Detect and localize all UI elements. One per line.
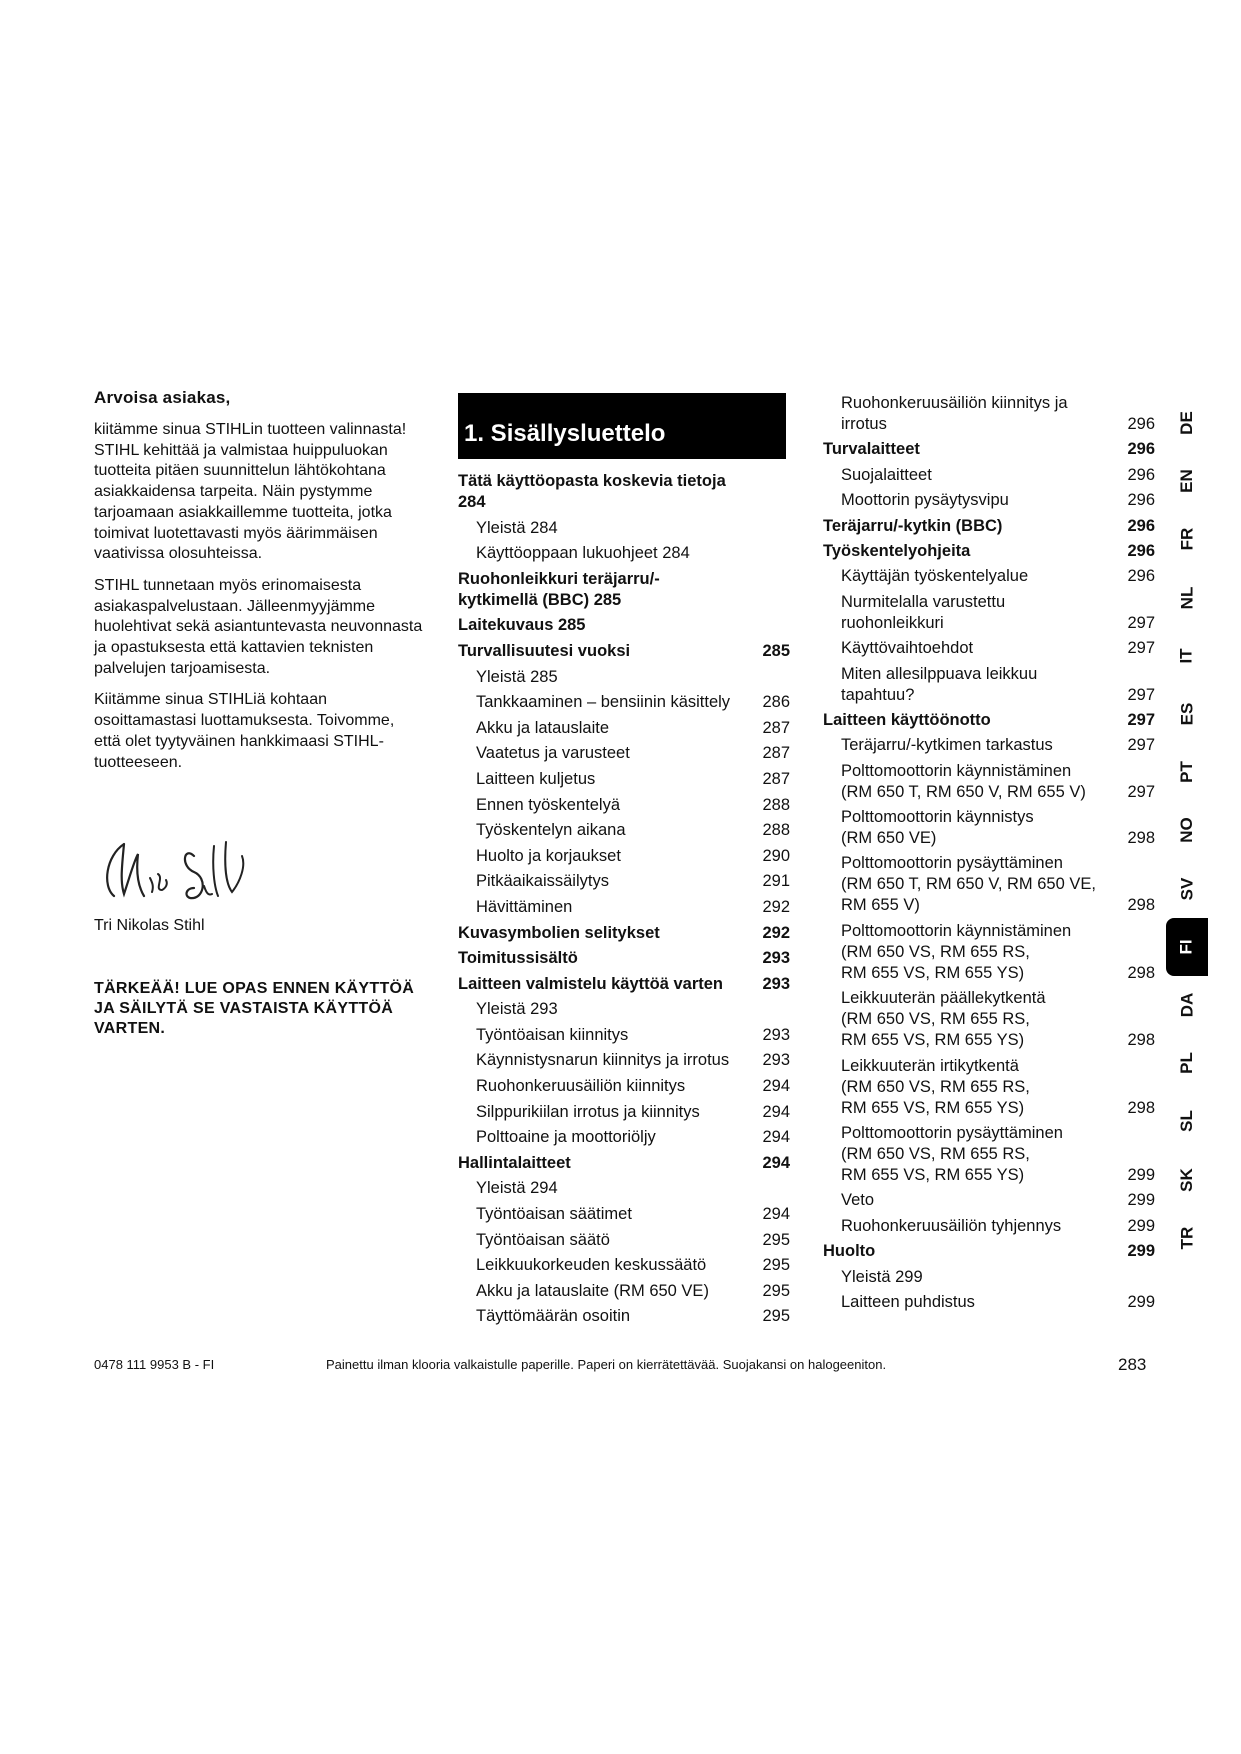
toc-entry-page: 294 xyxy=(762,1205,790,1224)
toc-entry xyxy=(458,1230,790,1251)
toc-entry-title: Polttoaine ja moottoriöljy xyxy=(476,1128,656,1147)
language-tab-label: NL xyxy=(1176,586,1196,609)
toc-entry-page: 294 xyxy=(762,1102,790,1121)
toc-entry xyxy=(458,569,790,611)
toc-entry-title: Hallintalaitteet xyxy=(458,1153,571,1172)
toc-entry-title: Pitkäaikaissäilytys xyxy=(476,872,609,891)
toc-entry xyxy=(458,1178,790,1199)
signer-name: Tri Nikolas Stihl xyxy=(94,917,205,935)
toc-entry xyxy=(458,999,790,1020)
toc-entry-page: 294 xyxy=(762,1153,790,1172)
toc-entry-title: Tankkaaminen – bensiinin käsittely xyxy=(476,693,731,712)
toc-entry-title: Miten allesilppuava leikkuu tapahtuu? xyxy=(841,664,1038,704)
toc-entry xyxy=(823,1123,1155,1186)
language-tab-it[interactable] xyxy=(1166,627,1208,685)
language-tab-fr[interactable] xyxy=(1166,510,1208,568)
toc-entry xyxy=(458,871,790,892)
toc-entry-title: Yleistä 284 xyxy=(476,518,558,537)
toc-entry-title: Yleistä 293 xyxy=(476,1000,558,1019)
toc-entry-page: 298 xyxy=(1127,1031,1155,1050)
toc-entry-title: Turvalaitteet xyxy=(823,440,920,459)
toc-entry xyxy=(458,820,790,841)
toc-entry xyxy=(458,667,790,688)
language-tab-es[interactable] xyxy=(1166,685,1208,743)
toc-entry xyxy=(458,795,790,816)
toc-entry xyxy=(458,1281,790,1302)
language-tab-fi[interactable] xyxy=(1166,918,1208,976)
toc-entry-title: Yleistä 299 xyxy=(841,1267,923,1286)
toc-entry xyxy=(823,921,1155,984)
toc-entry-page: 286 xyxy=(762,693,790,712)
toc-entry xyxy=(458,518,790,539)
language-tab-sv[interactable] xyxy=(1166,860,1208,918)
toc-entry-page: 296 xyxy=(1127,440,1155,459)
toc-entry-title: Ruohonkeruusäiliön tyhjennys xyxy=(841,1216,1062,1235)
language-tab-label: PL xyxy=(1176,1052,1196,1075)
letter xyxy=(94,388,424,1039)
letter-paragraph: STIHL tunnetaan myös erinomaisesta asiakaspalvelustaan. Jälleenmyyjämme huolehtivat sekä asiantuntevasta neuvonnasta ja opastuksesta että kattavien teknisten palvelujen tarjoamisesta. xyxy=(94,576,423,677)
toc-entry xyxy=(823,1216,1155,1237)
toc-entry-page: 298 xyxy=(1127,1098,1155,1117)
toc-entry-page: 296 xyxy=(1127,567,1155,586)
toc-entry-title: Veto xyxy=(841,1191,875,1210)
toc-entry xyxy=(458,1127,790,1148)
toc-entry xyxy=(823,465,1155,486)
toc-entry xyxy=(458,846,790,867)
toc-entry xyxy=(823,1190,1155,1211)
toc-entry-page: 292 xyxy=(762,923,790,942)
toc-entry xyxy=(823,664,1155,706)
toc-entry-title: Käynnistysnarun kiinnitys ja irrotus xyxy=(476,1051,730,1070)
toc-entry xyxy=(823,735,1155,756)
toc-entry xyxy=(458,692,790,713)
toc-entry-page: 298 xyxy=(1127,896,1155,915)
toc-entry-title: Silppurikiilan irrotus ja kiinnitys xyxy=(476,1102,700,1121)
toc-entry xyxy=(458,948,790,969)
toc-entry xyxy=(458,543,790,564)
toc-entry-page: 293 xyxy=(762,949,790,968)
toc-entry-page: 297 xyxy=(1127,782,1155,801)
toc-entry-title: Työskentelyohjeita xyxy=(823,541,971,560)
toc-entry-page: 295 xyxy=(762,1281,790,1300)
toc-entry-title: Täyttömäärän osoitin xyxy=(476,1307,631,1326)
language-tab-label: EN xyxy=(1177,469,1196,494)
language-tab-label: IT xyxy=(1176,648,1196,664)
toc-entry-title: Huolto xyxy=(823,1242,876,1261)
toc-column-1 xyxy=(458,471,790,1332)
toc-entry-title: Käyttäjän työskentelyalue xyxy=(841,567,1029,586)
toc-entry xyxy=(823,592,1155,634)
toc-entry-title: Leikkuukorkeuden keskussäätö xyxy=(476,1256,707,1275)
toc-entry xyxy=(823,1056,1155,1119)
language-tab-sk[interactable] xyxy=(1166,1150,1208,1208)
toc-entry-page: 299 xyxy=(1127,1242,1155,1261)
toc-entry xyxy=(823,566,1155,587)
toc-entry-title: Polttomoottorin käynnistäminen (RM 650 T, RM 650 V, RM 655 V) xyxy=(841,761,1086,801)
toc-entry xyxy=(458,641,790,662)
toc-entry-title: Työntöaisan kiinnitys xyxy=(476,1025,629,1044)
toc-entry-title: Laitteen puhdistus xyxy=(841,1292,975,1311)
toc-entry xyxy=(458,1306,790,1327)
toc-entry-title: Laitteen valmistelu käyttöä varten xyxy=(458,974,724,993)
toc-entry-title: Käyttöoppaan lukuohjeet 284 xyxy=(476,544,690,563)
toc-entry-page: 295 xyxy=(762,1307,790,1326)
toc-entry-page: 296 xyxy=(1127,541,1155,560)
toc-entry xyxy=(458,615,790,636)
toc-entry-title: Työntöaisan säätö xyxy=(476,1230,610,1249)
toc-entry xyxy=(458,1050,790,1071)
letter-paragraph: kiitämme sinua STIHLin tuotteen valinnasta! STIHL kehittää ja valmistaa huippuluokan tuotteita pitäen suunnittelun lähtökohtana asiakkaidensa tarpeita. Näin pystymme tarjoamaan asiakkaillemme tuotteita, jotka toimivat luotettavasti myös äärimmäisen vaativissa olosuhteissa. xyxy=(94,421,407,563)
toc-entry xyxy=(458,1153,790,1174)
toc-entry-title: Polttomoottorin käynnistys (RM 650 VE) xyxy=(841,808,1034,848)
toc-entry-page: 293 xyxy=(762,1051,790,1070)
toc-entry-page: 285 xyxy=(762,641,790,660)
toc-entry xyxy=(823,490,1155,511)
language-tab-label: FI xyxy=(1176,939,1196,955)
toc-entry-title: Moottorin pysäytysvipu xyxy=(841,491,1009,510)
toc-entry-title: Polttomoottorin pysäyttäminen (RM 650 T, RM 650 V, RM 650 VE, RM 655 V) xyxy=(841,854,1096,915)
toc-entry xyxy=(458,897,790,918)
toc-entry-page: 297 xyxy=(1127,639,1155,658)
toc-entry-page: 287 xyxy=(762,769,790,788)
toc-entry-title: Teräjarru/-kytkin (BBC) xyxy=(823,516,1003,535)
language-tab-label: SK xyxy=(1177,1167,1196,1192)
language-tab-label: DE xyxy=(1177,411,1196,435)
toc-entry-title: Leikkuuterän päällekytkentä (RM 650 VS, RM 655 RS, RM 655 VS, RM 655 YS) xyxy=(841,989,1046,1050)
toc-entry-title: Akku ja latauslaite xyxy=(476,718,609,737)
toc-entry xyxy=(823,1267,1155,1288)
toc-entry-page: 291 xyxy=(762,872,790,891)
toc-entry-title: Nurmitelalla varustettu ruohonleikkuri xyxy=(841,592,1006,632)
language-tab-label: PT xyxy=(1176,761,1196,784)
toc-entry-page: 294 xyxy=(762,1077,790,1096)
toc-entry-page: 298 xyxy=(1127,963,1155,982)
important-notice: TÄRKEÄÄ! LUE OPAS ENNEN KÄYTTÖÄ JA SÄILYTÄ SE VASTAISTA KÄYTTÖÄ VARTEN. xyxy=(94,980,415,1038)
letter-greeting: Arvoisa asiakas, xyxy=(94,388,231,407)
toc-entry-title: Yleistä 294 xyxy=(476,1179,558,1198)
toc-entry-title: Käyttövaihtoehdot xyxy=(841,639,974,658)
toc-entry-title: Yleistä 285 xyxy=(476,667,558,686)
toc-entry-page: 288 xyxy=(762,821,790,840)
toc-entry-title: Polttomoottorin käynnistäminen (RM 650 VS, RM 655 RS, RM 655 VS, RM 655 YS) xyxy=(841,921,1072,982)
toc-entry-page: 297 xyxy=(1127,736,1155,755)
toc-entry xyxy=(823,393,1155,435)
page-number: 283 xyxy=(1118,1355,1147,1374)
toc-entry-title: Polttomoottorin pysäyttäminen (RM 650 VS, RM 655 RS, RM 655 VS, RM 655 YS) xyxy=(841,1124,1063,1185)
toc-entry-title: Huolto ja korjaukset xyxy=(476,846,621,865)
toc-entry-title: Ruohonkeruusäiliön kiinnitys ja irrotus xyxy=(841,394,1068,433)
toc-entry xyxy=(823,1292,1155,1313)
toc-entry xyxy=(458,1025,790,1046)
toc-entry-page: 299 xyxy=(1127,1166,1155,1185)
toc-entry xyxy=(823,439,1155,460)
toc-entry xyxy=(458,718,790,739)
toc-title: 1. Sisällysluettelo xyxy=(464,420,666,447)
language-tab-label: FR xyxy=(1176,528,1196,551)
toc-entry-page: 299 xyxy=(1127,1216,1155,1235)
language-tab-label: DA xyxy=(1177,992,1196,1018)
language-tab-no[interactable] xyxy=(1166,801,1208,859)
language-tab-nl[interactable] xyxy=(1166,569,1208,627)
toc-entry xyxy=(823,988,1155,1051)
language-tab-pl[interactable] xyxy=(1166,1034,1208,1092)
toc-entry-page: 293 xyxy=(762,1025,790,1044)
toc-entry-title: Teräjarru/-kytkimen tarkastus xyxy=(841,736,1053,755)
language-tab-label: SL xyxy=(1176,1110,1196,1133)
toc-entry-title: Laitteen kuljetus xyxy=(476,769,596,788)
footer-note: Painettu ilman klooria valkaistulle paperille. Paperi on kierrätettävää. Suojakansi on halogeeniton. xyxy=(326,1357,887,1372)
toc-entry xyxy=(458,1255,790,1276)
toc-title-bar xyxy=(458,393,786,459)
toc-entry-page: 297 xyxy=(1127,685,1155,704)
toc-entry xyxy=(458,471,790,513)
toc-entry xyxy=(823,853,1155,916)
toc-entry xyxy=(823,710,1155,731)
toc-entry-title: Ruohonleikkuri teräjarru/- kytkimellä (BBC) 285 xyxy=(458,569,660,609)
toc-entry xyxy=(823,516,1155,537)
language-tab-label: TR xyxy=(1176,1226,1196,1250)
toc-entry-title: Leikkuuterän irtikytkentä (RM 650 VS, RM 655 RS, RM 655 VS, RM 655 YS) xyxy=(841,1056,1030,1117)
toc-entry xyxy=(823,807,1155,849)
toc-entry-title: Hävittäminen xyxy=(476,897,573,916)
toc-entry-page: 295 xyxy=(762,1256,790,1275)
toc-entry-page: 293 xyxy=(762,974,790,993)
toc-entry xyxy=(823,541,1155,562)
toc-entry xyxy=(458,1102,790,1123)
toc-entry xyxy=(823,1241,1155,1262)
toc-entry-page: 299 xyxy=(1127,1292,1155,1311)
signature xyxy=(94,826,264,908)
toc-entry-title: Kuvasymbolien selitykset xyxy=(458,923,660,942)
toc-entry-page: 296 xyxy=(1127,415,1155,433)
language-tabs xyxy=(1166,394,1208,1267)
toc-entry-title: Työskentelyn aikana xyxy=(476,821,626,840)
toc-entry-page: 287 xyxy=(762,718,790,737)
document-code: 0478 111 9953 B - FI xyxy=(94,1357,215,1372)
toc-entry xyxy=(458,769,790,790)
toc-entry xyxy=(458,1076,790,1097)
language-tab-tr[interactable] xyxy=(1166,1209,1208,1267)
toc-entry-page: 296 xyxy=(1127,516,1155,535)
letter-paragraph: Kiitämme sinua STIHLiä kohtaan osoittamastasi luottamuksesta. Toivomme, että olet tyytyväinen hankkimaasi STIHL-tuotteeseen. xyxy=(94,691,395,771)
language-tab-de[interactable] xyxy=(1166,394,1208,452)
toc-entry-title: Tätä käyttöopasta koskevia tietoja 284 xyxy=(458,472,726,511)
toc-entry-title: Akku ja latauslaite (RM 650 VE) xyxy=(476,1281,709,1300)
toc-entry-title: Laitteen käyttöönotto xyxy=(823,710,991,729)
language-tab-label: NO xyxy=(1177,817,1196,844)
toc-entry-page: 298 xyxy=(1127,829,1155,848)
toc-entry-page: 294 xyxy=(762,1128,790,1147)
toc-entry-title: Turvallisuutesi vuoksi xyxy=(458,641,631,660)
language-tab-pt[interactable] xyxy=(1166,743,1208,801)
toc-entry-title: Toimitussisältö xyxy=(458,949,578,968)
toc-entry xyxy=(823,761,1155,803)
toc-entry-page: 296 xyxy=(1127,491,1155,510)
language-tab-en[interactable] xyxy=(1166,452,1208,510)
toc-column-2 xyxy=(823,393,1155,1317)
toc-entry-title: Työntöaisan säätimet xyxy=(476,1205,632,1224)
toc-entry-title: Suojalaitteet xyxy=(841,465,932,484)
toc-entry-page: 296 xyxy=(1127,465,1155,484)
toc-entry xyxy=(458,974,790,995)
toc-entry-page: 292 xyxy=(762,897,790,916)
toc-entry-page: 299 xyxy=(1127,1191,1155,1210)
toc-entry-page: 288 xyxy=(762,795,790,814)
toc-entry-page: 297 xyxy=(1127,613,1155,632)
toc-entry-page: 295 xyxy=(762,1230,790,1249)
toc-entry-title: Laitekuvaus 285 xyxy=(458,616,586,635)
toc-entry xyxy=(458,923,790,944)
toc-entry-page: 290 xyxy=(762,846,790,865)
language-tab-sl[interactable] xyxy=(1166,1092,1208,1150)
toc-entry-page: 297 xyxy=(1127,710,1155,729)
toc-entry-title: Ruohonkeruusäiliön kiinnitys xyxy=(476,1077,686,1096)
toc-entry xyxy=(458,1204,790,1225)
language-tab-da[interactable] xyxy=(1166,976,1208,1034)
language-tab-label: ES xyxy=(1177,702,1196,726)
toc-entry-title: Vaatetus ja varusteet xyxy=(476,744,630,763)
language-tab-label: SV xyxy=(1177,877,1196,900)
toc-entry-title: Ennen työskentelyä xyxy=(476,795,621,814)
toc-entry xyxy=(823,638,1155,659)
toc-entry-page: 287 xyxy=(762,744,790,763)
toc-entry xyxy=(458,743,790,764)
